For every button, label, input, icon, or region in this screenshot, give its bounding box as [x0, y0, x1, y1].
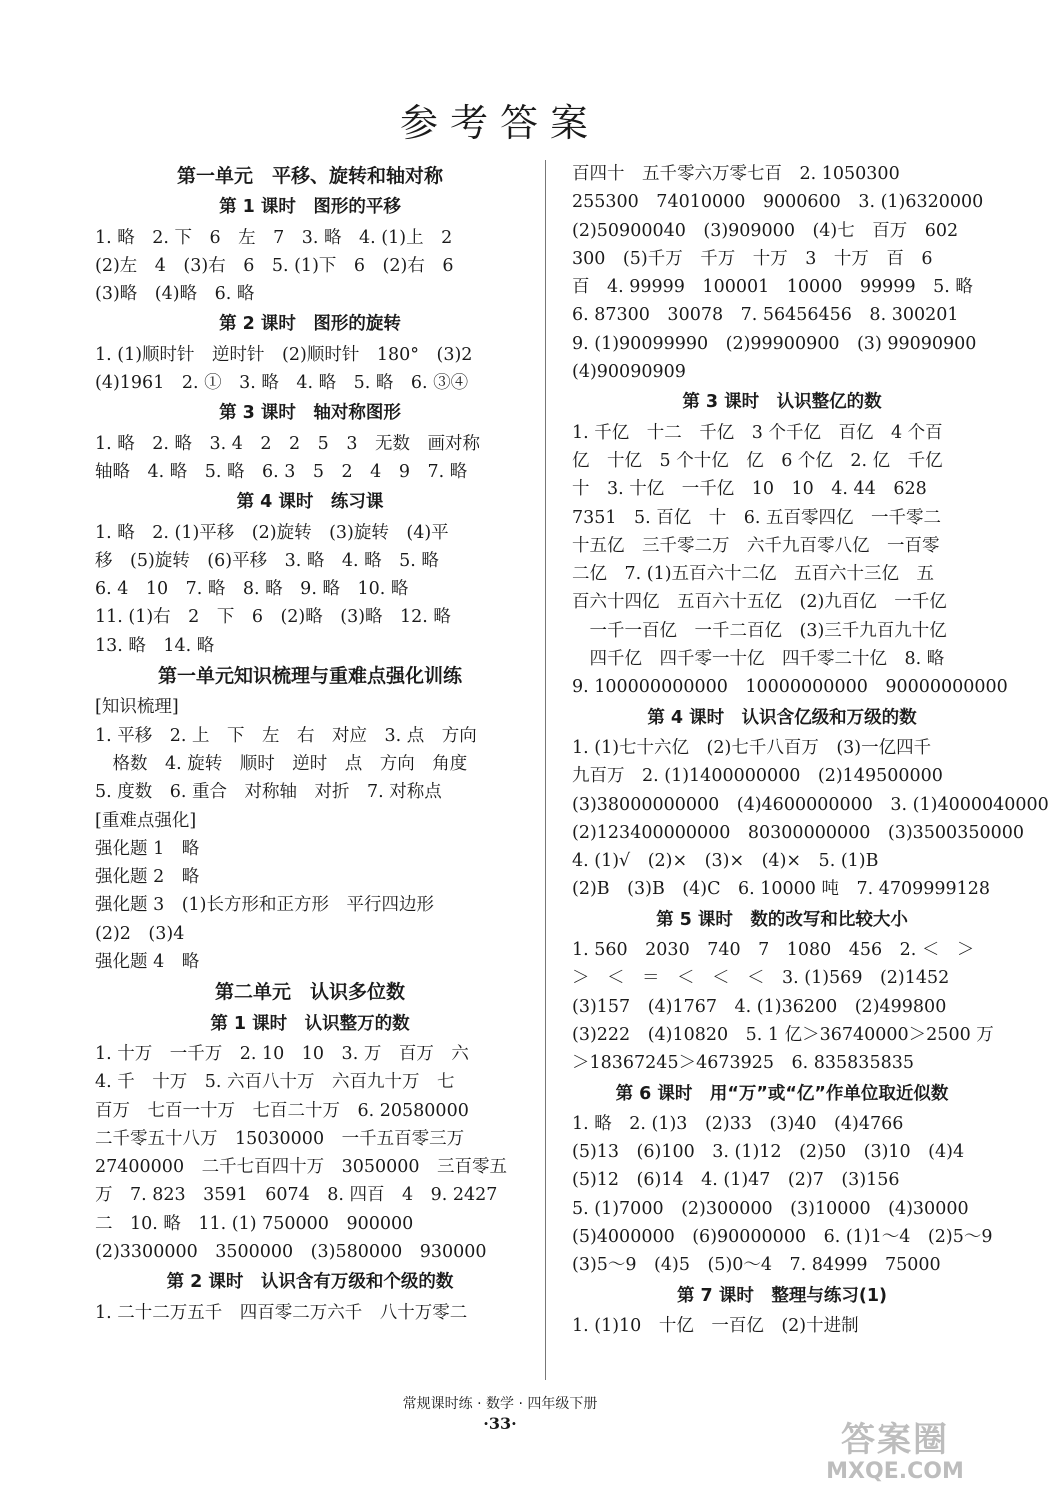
answer-line: 11. (1)右 2 下 6 (2)略 (3)略 12. 略	[95, 607, 451, 628]
answer-line: 9. 100000000000 10000000000 90000000000	[572, 677, 1008, 698]
answer-line: 1. 略 2. (1)3 (2)33 (3)40 (4)4766	[572, 1113, 904, 1134]
unit-heading: 第二单元 认识多位数	[214, 981, 405, 1004]
lesson-heading: 第 3 课时 认识整亿的数	[682, 392, 882, 413]
answer-line: 1. 略 2. (1)平移 (2)旋转 (3)旋转 (4)平	[95, 522, 449, 543]
answer-line: 300 (5)千万 千万 十万 3 十万 百 6	[572, 248, 933, 269]
answer-line: 轴略 4. 略 5. 略 6. 3 5 2 4 9 7. 略	[95, 461, 468, 482]
answer-line: (3)157 (4)1767 4. (1)36200 (2)499800	[572, 996, 947, 1017]
lesson-heading: 第 1 课时 认识整万的数	[210, 1013, 410, 1034]
answer-line: 四千亿 四千零一十亿 四千零二十亿 8. 略	[572, 649, 945, 670]
answer-line: 亿 十亿 5 个十亿 亿 6 个亿 2. 亿 千亿	[572, 450, 943, 471]
answer-line: 1. (1)顺时针 逆时针 (2)顺时针 180° (3)2	[95, 344, 473, 365]
answer-line: 13. 略 14. 略	[95, 635, 215, 656]
answer-line: 百万 七百一十万 七百二十万 6. 20580000	[95, 1100, 469, 1121]
lesson-heading: 第 6 课时 用“万”或“亿”作单位取近似数	[615, 1083, 949, 1104]
answer-line: 1. 略 2. 略 3. 4 2 2 5 3 无数 画对称	[95, 433, 480, 454]
watermark-logo	[800, 1420, 990, 1490]
watermark-url: MXQE.COM	[826, 1459, 964, 1484]
answer-line: (2)2 (3)4	[95, 923, 185, 944]
book-footer: 常规课时练 · 数学 · 四年级下册	[402, 1396, 598, 1412]
answer-line: 1. 二十二万五千 四百零二万六千 八十万零二	[95, 1302, 468, 1323]
lesson-heading: 第 3 课时 轴对称图形	[219, 403, 401, 424]
lesson-heading: 第 7 课时 整理与练习(1)	[676, 1285, 888, 1306]
answer-line: 5. 度数 6. 重合 对称轴 对折 7. 对称点	[95, 782, 442, 803]
answer-line: (4)1961 2. ① 3. 略 4. 略 5. 略 6. ③④	[95, 373, 469, 394]
answer-line: (2)3300000 3500000 (3)580000 930000	[95, 1241, 487, 1262]
answer-line: 1. 略 2. 下 6 左 7 3. 略 4. (1)上 2	[95, 227, 453, 248]
answer-column-right	[572, 160, 1049, 1340]
answer-line: (5)13 (6)100 3. (1)12 (2)50 (3)10 (4)4	[572, 1142, 965, 1163]
answer-line: 1. 十万 一千万 2. 10 10 3. 万 百万 六	[95, 1043, 469, 1064]
answer-line: 1. (1)七十六亿 (2)七千八百万 (3)一亿四千	[572, 737, 932, 758]
answer-line: 移 (5)旋转 (6)平移 3. 略 4. 略 5. 略	[95, 550, 439, 571]
answer-line: (2)左 4 (3)右 6 5. (1)下 6 (2)右 6	[95, 255, 454, 276]
answer-line: 二 10. 略 11. (1) 750000 900000	[95, 1213, 414, 1234]
answer-line: 强化题 3 (1)长方形和正方形 平行四边形	[95, 895, 434, 916]
answer-line: 二亿 7. (1)五百六十二亿 五百六十三亿 五	[572, 564, 935, 585]
lesson-heading: 第 4 课时 认识含亿级和万级的数	[647, 707, 917, 728]
answer-line: (3)222 (4)10820 5. 1 亿＞36740000＞2500 万	[572, 1024, 994, 1045]
answer-line: 十 3. 十亿 一千亿 10 10 4. 44 628	[572, 479, 927, 500]
answer-column-left	[95, 160, 525, 1327]
answer-line: 强化题 2 略	[95, 867, 200, 888]
answer-line: 1. 千亿 十二 千亿 3 个千亿 百亿 4 个百	[572, 422, 943, 443]
answer-line: 十五亿 三千零二万 六千九百零八亿 一百零	[572, 535, 940, 556]
answer-line: (2)123400000000 80300000000 (3)3500350000	[572, 822, 1025, 843]
answer-line: 1. (1)10 十亿 一百亿 (2)十进制	[572, 1315, 859, 1336]
answer-line: 4. (1)√ (2)× (3)× (4)× 5. (1)B	[572, 851, 879, 872]
answer-line: ＞18367245＞4673925 6. 835835835	[572, 1053, 914, 1074]
answer-line: 5. (1)7000 (2)300000 (3)10000 (4)30000	[572, 1198, 969, 1219]
answer-line: 百 4. 99999 100001 10000 99999 5. 略	[572, 277, 973, 298]
answer-line: 百六十四亿 五百六十五亿 (2)九百亿 一千亿	[572, 592, 947, 613]
page-title: 参考答案	[399, 101, 600, 145]
answer-line: (2)B (3)B (4)C 6. 10000 吨 7. 4709999128	[572, 879, 991, 900]
lesson-heading: 第 2 课时 认识含有万级和个级的数	[166, 1272, 454, 1293]
answer-line: 7351 5. 百亿 十 6. 五百零四亿 一千零二	[572, 507, 942, 528]
answer-line: (3)38000000000 (4)4600000000 3. (1)4000040000	[572, 794, 1049, 815]
answer-line: 255300 74010000 9000600 3. (1)6320000	[572, 192, 984, 213]
answer-line: ＞ ＜ ＝ ＜ ＜ ＜ 3. (1)569 (2)1452	[572, 968, 950, 989]
answer-line: 6. 4 10 7. 略 8. 略 9. 略 10. 略	[95, 579, 409, 600]
answer-line: (4)90090909	[572, 362, 686, 383]
answer-line: 百四十 五千零六万零七百 2. 1050300	[572, 164, 900, 184]
section-label: [知识梳理]	[95, 697, 179, 718]
answer-line: 二千零五十八万 15030000 一千五百零三万	[95, 1128, 465, 1149]
lesson-heading: 第 5 课时 数的改写和比较大小	[656, 909, 908, 930]
answer-line: (3)略 (4)略 6. 略	[95, 284, 255, 305]
answer-line: 1. 560 2030 740 7 1080 456 2. ＜ ＞	[572, 940, 975, 961]
lesson-heading: 第 2 课时 图形的旋转	[219, 314, 401, 335]
answer-line: (2)50900040 (3)909000 (4)七 百万 602	[572, 220, 959, 241]
answer-line: 27400000 二千七百四十万 3050000 三百零五	[95, 1157, 508, 1178]
answer-line: 9. (1)90099990 (2)99900900 (3) 99090900	[572, 333, 977, 354]
answer-line: 一千一百亿 一千二百亿 (3)三千九百九十亿	[572, 620, 947, 641]
answer-line: 强化题 4 略	[95, 952, 200, 973]
answer-line: 九百万 2. (1)1400000000 (2)149500000	[572, 766, 943, 787]
answer-line: 1. 平移 2. 上 下 左 右 对应 3. 点 方向	[95, 725, 477, 746]
watermark-mark: 答案圈	[841, 1420, 949, 1460]
lesson-heading: 第 4 课时 练习课	[236, 492, 384, 513]
answer-line: 格数 4. 旋转 顺时 逆时 点 方向 角度	[95, 753, 468, 774]
column-divider	[545, 160, 546, 1380]
answer-line: (5)12 (6)14 4. (1)47 (2)7 (3)156	[572, 1170, 900, 1191]
unit-heading: 第一单元知识梳理与重难点强化训练	[157, 665, 462, 688]
lesson-heading: 第 1 课时 图形的平移	[219, 197, 401, 218]
answer-line: (5)4000000 (6)90000000 6. (1)1～4 (2)5～9	[572, 1226, 993, 1247]
answer-line: (3)5～9 (4)5 (5)0～4 7. 84999 75000	[572, 1255, 941, 1276]
answer-line: 6. 87300 30078 7. 56456456 8. 300201	[572, 305, 959, 326]
answer-line: 4. 千 十万 5. 六百八十万 六百九十万 七	[95, 1072, 455, 1093]
section-label: [重难点强化]	[95, 810, 197, 831]
answer-line: 强化题 1 略	[95, 838, 200, 859]
page-number: ·33·	[483, 1414, 517, 1433]
answer-line: 万 7. 823 3591 6074 8. 四百 4 9. 2427	[95, 1185, 498, 1206]
unit-heading: 第一单元 平移、旋转和轴对称	[176, 165, 443, 187]
